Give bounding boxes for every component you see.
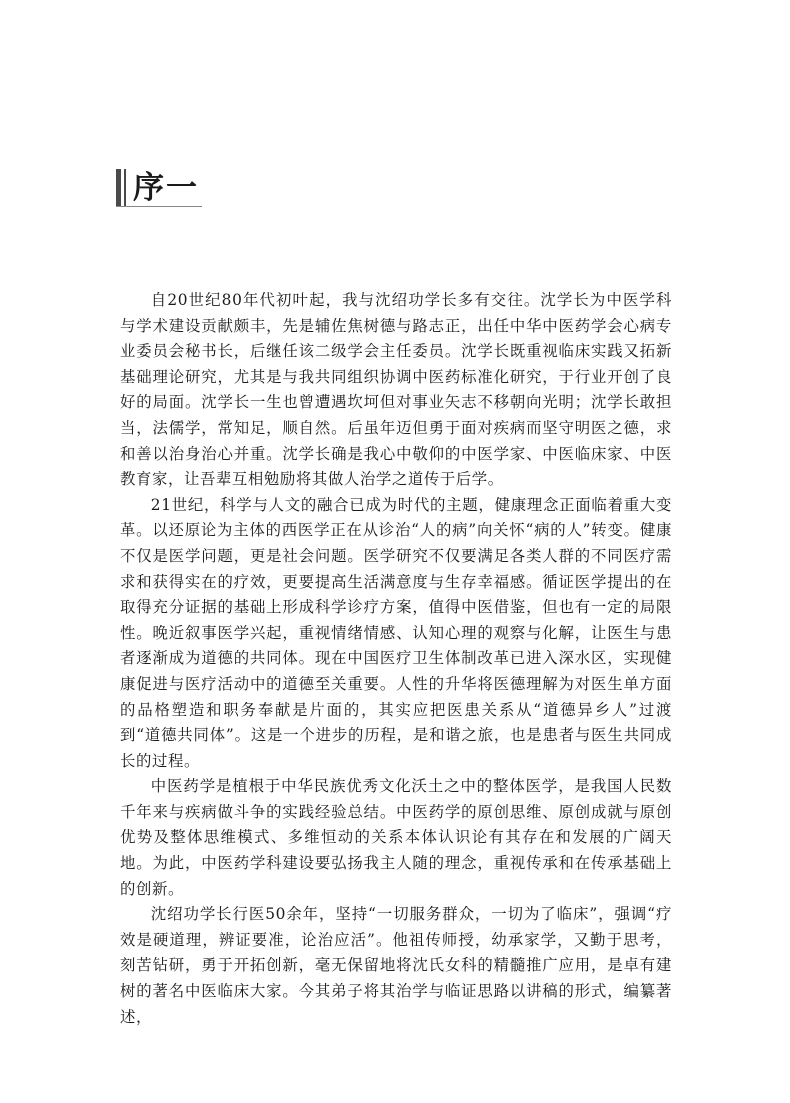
heading-bar-thin [124,169,126,207]
heading-bar-thick [116,169,121,207]
paragraph-3: 中医药学是植根于中华民族优秀文化沃土之中的整体医学，是我国人民数千年来与疾病做斗争的实践经验总结。中医药学的原创思维、原创成就与原创优势及整体思维模式、多维恒动的关系本体认识论有其存在和发展的广阔天地。为此，中医药学科建设要弘扬我主人随的理念，重视传承和在传承基础上的创新。 [120,777,672,898]
page-title: 序一 [133,170,199,206]
preface-body [120,288,672,1030]
section-heading [116,168,199,208]
paragraph-2: 21世纪，科学与人文的融合已成为时代的主题，健康理念正面临着重大变革。以还原论为主体的西医学正在从诊治“人的病”向关怀“病的人”转变。健康不仅是医学问题，更是社会问题。医学研究不仅要满足各类人群的不同医疗需求和获得实在的疗效，更要提高生活满意度与生存幸福感。循证医学提出的在取得充分证据的基础上形成科学诊疗方案，值得中医借鉴，但也有一定的局限性。晚近叙事医学兴起，重视情绪情感、认知心理的观察与化解，让医生与患者逐渐成为道德的共同体。现在中国医疗卫生体制改革已进入深水区，实现健康促进与医疗活动中的道德至关重要。人性的升华将医德理解为对医生单方面的品格塑造和职务奉献是片面的，其实应把医患关系从“道德异乡人”过渡到“道德共同体”。这是一个进步的历程，是和谐之旅，也是患者与医生共同成长的过程。 [120,495,672,770]
heading-underline [116,206,202,207]
paragraph-4: 沈绍功学长行医50余年，坚持“一切服务群众，一切为了临床”，强调“疗效是硬道理，辨证要准，论治应活”。他祖传师授，幼承家学，又勤于思考，刻苦钻研，勇于开拓创新，毫无保留地将沈氏女科的精髓推广应用，是卓有建树的著名中医临床大家。今其弟子将其治学与临证思路以讲稿的形式，编纂著述， [120,905,672,1026]
paragraph-1: 自20世纪80年代初叶起，我与沈绍功学长多有交往。沈学长为中医学科与学术建设贡献颇丰，先是辅佐焦树德与路志正，出任中华中医药学会心病专业委员会秘书长，后继任该二级学会主任委员。沈学长既重视临床实践又拓新基础理论研究，尤其是与我共同组织协调中医药标准化研究，于行业开创了良好的局面。沈学长一生也曾遭遇坎坷但对事业矢志不移朝向光明；沈学长敢担当，法儒学，常知足，顺自然。后虽年迈但勇于面对疾病而坚守明医之德，求和善以治身治心并重。沈学长确是我心中敬仰的中医学家、中医临床家、中医教育家，让吾辈互相勉励将其做人治学之道传于后学。 [120,291,672,489]
